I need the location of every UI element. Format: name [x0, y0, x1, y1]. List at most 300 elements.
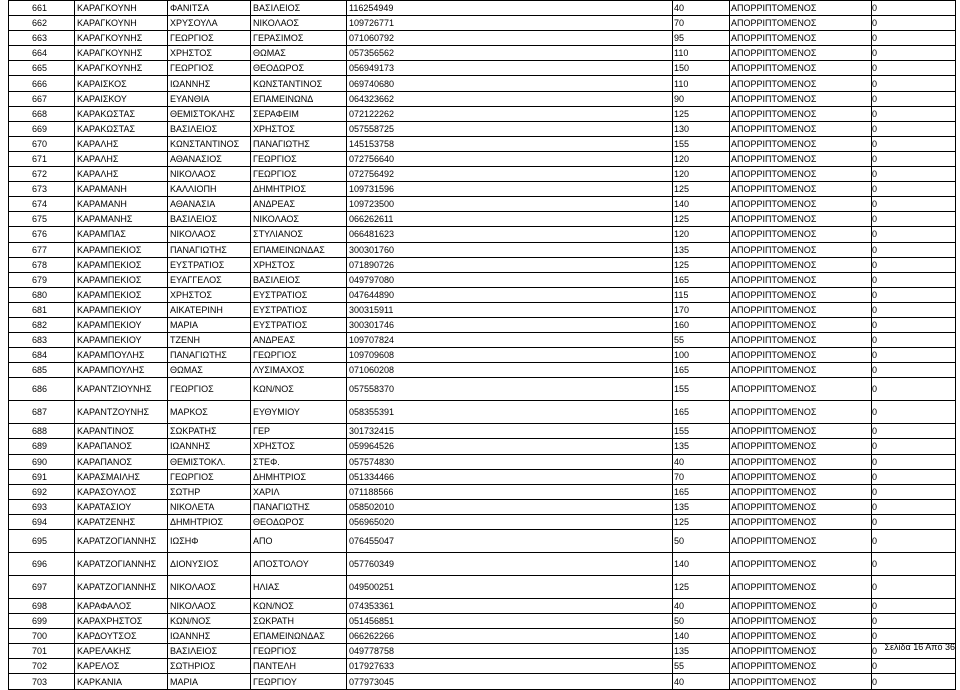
cell-surname: ΚΑΡΑΓΚΟΥΝΗΣ [75, 46, 168, 61]
cell-last: 0 [872, 1, 956, 16]
cell-row-number: 690 [9, 454, 75, 469]
cell-status: ΑΠΟΡΡΙΠΤΟΜΕΝΟΣ [730, 469, 872, 484]
cell-first-name: ΜΑΡΙΑ [168, 674, 251, 689]
cell-id-number: 049500251 [347, 576, 673, 599]
cell-first-name: ΚΑΛΛΙΟΠΗ [168, 182, 251, 197]
cell-last: 0 [872, 469, 956, 484]
cell-status: ΑΠΟΡΡΙΠΤΟΜΕΝΟΣ [730, 1, 872, 16]
cell-father-name: ΓΕΩΡΓΙΟΥ [251, 674, 347, 689]
cell-first-name: ΑΙΚΑΤΕΡΙΝΗ [168, 302, 251, 317]
cell-row-number: 702 [9, 659, 75, 674]
cell-id-number: 072122262 [347, 106, 673, 121]
cell-father-name: ΘΕΟΔΩΡΟΣ [251, 61, 347, 76]
cell-row-number: 686 [9, 378, 75, 401]
table-row [9, 469, 956, 484]
table-row [9, 553, 956, 576]
cell-first-name: ΒΑΣΙΛΕΙΟΣ [168, 644, 251, 659]
cell-surname: ΚΑΡΑΜΠΟΥΛΗΣ [75, 363, 168, 378]
cell-last: 0 [872, 514, 956, 529]
cell-row-number: 695 [9, 530, 75, 553]
cell-father-name: ΧΡΗΣΤΟΣ [251, 257, 347, 272]
cell-row-number: 691 [9, 469, 75, 484]
cell-id-number: 074353361 [347, 599, 673, 614]
table-row [9, 424, 956, 439]
cell-id-number: 071060208 [347, 363, 673, 378]
cell-value: 55 [673, 333, 730, 348]
cell-father-name: ΑΝΔΡΕΑΣ [251, 333, 347, 348]
cell-first-name: ΑΘΑΝΑΣΙΑ [168, 197, 251, 212]
cell-first-name: ΙΩΑΝΝΗΣ [168, 629, 251, 644]
cell-first-name: ΘΕΜΙΣΤΟΚΛΗΣ [168, 106, 251, 121]
cell-id-number: 057574830 [347, 454, 673, 469]
cell-last: 0 [872, 484, 956, 499]
cell-value: 165 [673, 272, 730, 287]
cell-father-name: ΑΝΔΡΕΑΣ [251, 197, 347, 212]
table-row [9, 599, 956, 614]
cell-value: 125 [673, 212, 730, 227]
cell-status: ΑΠΟΡΡΙΠΤΟΜΕΝΟΣ [730, 182, 872, 197]
cell-id-number: 109731596 [347, 182, 673, 197]
cell-first-name: ΣΩΤΗΡΙΟΣ [168, 659, 251, 674]
cell-last: 0 [872, 106, 956, 121]
table-row [9, 1, 956, 16]
cell-value: 120 [673, 227, 730, 242]
cell-father-name: ΕΠΑΜΕΙΝΩΝΔΑΣ [251, 242, 347, 257]
cell-status: ΑΠΟΡΡΙΠΤΟΜΕΝΟΣ [730, 106, 872, 121]
cell-row-number: 682 [9, 317, 75, 332]
table-row [9, 106, 956, 121]
cell-last: 0 [872, 31, 956, 46]
table-row [9, 614, 956, 629]
cell-first-name: ΠΑΝΑΓΙΩΤΗΣ [168, 348, 251, 363]
cell-id-number: 116254949 [347, 1, 673, 16]
cell-status: ΑΠΟΡΡΙΠΤΟΜΕΝΟΣ [730, 363, 872, 378]
cell-id-number: 057760349 [347, 553, 673, 576]
cell-surname: ΚΑΡΑΣΜΑΙΛΗΣ [75, 469, 168, 484]
cell-last: 0 [872, 674, 956, 689]
cell-father-name: ΠΑΝΑΓΙΩΤΗΣ [251, 499, 347, 514]
cell-father-name: ΕΥΘΥΜΙΟΥ [251, 401, 347, 424]
cell-first-name: ΓΕΩΡΓΙΟΣ [168, 469, 251, 484]
cell-last: 0 [872, 287, 956, 302]
cell-status: ΑΠΟΡΡΙΠΤΟΜΕΝΟΣ [730, 242, 872, 257]
cell-surname: ΚΑΡΑΜΠΕΚΙΟΣ [75, 257, 168, 272]
cell-father-name: ΕΥΣΤΡΑΤΙΟΣ [251, 317, 347, 332]
cell-last: 0 [872, 499, 956, 514]
cell-last: 0 [872, 454, 956, 469]
cell-id-number: 301732415 [347, 424, 673, 439]
cell-father-name: ΔΗΜΗΤΡΙΟΣ [251, 182, 347, 197]
cell-row-number: 700 [9, 629, 75, 644]
cell-row-number: 674 [9, 197, 75, 212]
table-row [9, 242, 956, 257]
cell-father-name: ΝΙΚΟΛΑΟΣ [251, 212, 347, 227]
cell-row-number: 663 [9, 31, 75, 46]
cell-value: 110 [673, 76, 730, 91]
cell-id-number: 066262611 [347, 212, 673, 227]
cell-status: ΑΠΟΡΡΙΠΤΟΜΕΝΟΣ [730, 46, 872, 61]
cell-status: ΑΠΟΡΡΙΠΤΟΜΕΝΟΣ [730, 674, 872, 689]
cell-last: 0 [872, 91, 956, 106]
cell-row-number: 668 [9, 106, 75, 121]
cell-surname: ΚΑΡΑΜΠΕΚΙΟΥ [75, 302, 168, 317]
cell-status: ΑΠΟΡΡΙΠΤΟΜΕΝΟΣ [730, 378, 872, 401]
cell-id-number: 057558725 [347, 121, 673, 136]
cell-first-name: ΝΙΚΟΛΑΟΣ [168, 167, 251, 182]
cell-status: ΑΠΟΡΡΙΠΤΟΜΕΝΟΣ [730, 484, 872, 499]
cell-id-number: 071188566 [347, 484, 673, 499]
cell-surname: ΚΑΡΑΛΗΣ [75, 151, 168, 166]
cell-id-number: 109726771 [347, 16, 673, 31]
cell-row-number: 692 [9, 484, 75, 499]
cell-first-name: ΙΩΣΗΦ [168, 530, 251, 553]
cell-status: ΑΠΟΡΡΙΠΤΟΜΕΝΟΣ [730, 553, 872, 576]
cell-surname: ΚΑΡΑΜΠΟΥΛΗΣ [75, 348, 168, 363]
cell-status: ΑΠΟΡΡΙΠΤΟΜΕΝΟΣ [730, 212, 872, 227]
cell-status: ΑΠΟΡΡΙΠΤΟΜΕΝΟΣ [730, 401, 872, 424]
cell-row-number: 666 [9, 76, 75, 91]
cell-father-name: ΣΤΥΛΙΑΝΟΣ [251, 227, 347, 242]
cell-surname: ΚΑΡΑΙΣΚΟΣ [75, 76, 168, 91]
cell-id-number: 017927633 [347, 659, 673, 674]
cell-value: 165 [673, 363, 730, 378]
table-row [9, 378, 956, 401]
cell-surname: ΚΑΡΑΧΡΗΣΤΟΣ [75, 614, 168, 629]
cell-status: ΑΠΟΡΡΙΠΤΟΜΕΝΟΣ [730, 167, 872, 182]
cell-id-number: 072756492 [347, 167, 673, 182]
cell-last: 0 [872, 576, 956, 599]
cell-id-number: 300301760 [347, 242, 673, 257]
cell-status: ΑΠΟΡΡΙΠΤΟΜΕΝΟΣ [730, 454, 872, 469]
cell-status: ΑΠΟΡΡΙΠΤΟΜΕΝΟΣ [730, 16, 872, 31]
cell-id-number: 145153758 [347, 136, 673, 151]
table-row [9, 514, 956, 529]
cell-first-name: ΝΙΚΟΛΑΟΣ [168, 576, 251, 599]
cell-status: ΑΠΟΡΡΙΠΤΟΜΕΝΟΣ [730, 317, 872, 332]
cell-surname: ΚΑΡΑΜΠΑΣ [75, 227, 168, 242]
cell-status: ΑΠΟΡΡΙΠΤΟΜΕΝΟΣ [730, 136, 872, 151]
cell-id-number: 057558370 [347, 378, 673, 401]
cell-id-number: 077973045 [347, 674, 673, 689]
cell-last: 0 [872, 348, 956, 363]
cell-last: 0 [872, 227, 956, 242]
cell-surname: ΚΑΡΑΚΩΣΤΑΣ [75, 121, 168, 136]
cell-father-name: ΘΕΟΔΩΡΟΣ [251, 514, 347, 529]
table-row [9, 439, 956, 454]
cell-last: 0 [872, 659, 956, 674]
cell-surname: ΚΑΡΑΤΖΟΓΙΑΝΝΗΣ [75, 553, 168, 576]
cell-row-number: 688 [9, 424, 75, 439]
table-row [9, 317, 956, 332]
cell-first-name: ΝΙΚΟΛΑΟΣ [168, 227, 251, 242]
cell-father-name: ΓΕΩΡΓΙΟΣ [251, 644, 347, 659]
cell-surname: ΚΑΡΑΜΠΕΚΙΟΣ [75, 242, 168, 257]
cell-value: 40 [673, 454, 730, 469]
cell-last: 0 [872, 167, 956, 182]
cell-value: 95 [673, 31, 730, 46]
cell-last: 0 [872, 644, 956, 659]
cell-row-number: 673 [9, 182, 75, 197]
cell-row-number: 671 [9, 151, 75, 166]
cell-id-number: 049797080 [347, 272, 673, 287]
cell-row-number: 678 [9, 257, 75, 272]
cell-first-name: ΧΡΗΣΤΟΣ [168, 46, 251, 61]
cell-father-name: ΣΩΚΡΑΤΗ [251, 614, 347, 629]
table-row [9, 182, 956, 197]
table-row [9, 401, 956, 424]
cell-value: 125 [673, 106, 730, 121]
cell-father-name: ΚΩΝ/ΝΟΣ [251, 599, 347, 614]
cell-row-number: 685 [9, 363, 75, 378]
cell-value: 165 [673, 484, 730, 499]
cell-father-name: ΑΠΟ [251, 530, 347, 553]
cell-first-name: ΒΑΣΙΛΕΙΟΣ [168, 121, 251, 136]
cell-surname: ΚΑΡΑΓΚΟΥΝΗΣ [75, 31, 168, 46]
cell-first-name: ΕΥΑΝΘΙΑ [168, 91, 251, 106]
cell-value: 155 [673, 424, 730, 439]
cell-value: 110 [673, 46, 730, 61]
cell-last: 0 [872, 302, 956, 317]
cell-value: 125 [673, 514, 730, 529]
cell-first-name: ΓΕΩΡΓΙΟΣ [168, 31, 251, 46]
cell-status: ΑΠΟΡΡΙΠΤΟΜΕΝΟΣ [730, 257, 872, 272]
cell-status: ΑΠΟΡΡΙΠΤΟΜΕΝΟΣ [730, 287, 872, 302]
cell-value: 100 [673, 348, 730, 363]
cell-status: ΑΠΟΡΡΙΠΤΟΜΕΝΟΣ [730, 76, 872, 91]
cell-status: ΑΠΟΡΡΙΠΤΟΜΕΝΟΣ [730, 121, 872, 136]
cell-last: 0 [872, 378, 956, 401]
cell-surname: ΚΑΡΑΓΚΟΥΝΗ [75, 16, 168, 31]
table-row [9, 212, 956, 227]
cell-status: ΑΠΟΡΡΙΠΤΟΜΕΝΟΣ [730, 61, 872, 76]
cell-id-number: 071060792 [347, 31, 673, 46]
cell-id-number: 056965020 [347, 514, 673, 529]
cell-value: 40 [673, 599, 730, 614]
cell-surname: ΚΑΡΑΜΑΝΗ [75, 197, 168, 212]
table-row [9, 46, 956, 61]
cell-father-name: ΣΤΕΦ. [251, 454, 347, 469]
cell-father-name: ΧΡΗΣΤΟΣ [251, 121, 347, 136]
cell-value: 140 [673, 629, 730, 644]
table-row [9, 576, 956, 599]
cell-surname: ΚΑΡΔΟΥΤΣΟΣ [75, 629, 168, 644]
cell-father-name: ΚΩΝ/ΝΟΣ [251, 378, 347, 401]
cell-first-name: ΦΑΝΙΤΣΑ [168, 1, 251, 16]
cell-first-name: ΔΗΜΗΤΡΙΟΣ [168, 514, 251, 529]
cell-father-name: ΠΑΝΑΓΙΩΤΗΣ [251, 136, 347, 151]
cell-status: ΑΠΟΡΡΙΠΤΟΜΕΝΟΣ [730, 348, 872, 363]
table-row [9, 227, 956, 242]
cell-surname: ΚΑΡΑΛΗΣ [75, 167, 168, 182]
cell-status: ΑΠΟΡΡΙΠΤΟΜΕΝΟΣ [730, 659, 872, 674]
cell-last: 0 [872, 76, 956, 91]
cell-father-name: ΣΕΡΑΦΕΙΜ [251, 106, 347, 121]
cell-row-number: 696 [9, 553, 75, 576]
cell-value: 115 [673, 287, 730, 302]
cell-value: 140 [673, 553, 730, 576]
cell-id-number: 109709608 [347, 348, 673, 363]
cell-value: 125 [673, 576, 730, 599]
cell-last: 0 [872, 16, 956, 31]
cell-status: ΑΠΟΡΡΙΠΤΟΜΕΝΟΣ [730, 424, 872, 439]
cell-row-number: 694 [9, 514, 75, 529]
cell-status: ΑΠΟΡΡΙΠΤΟΜΕΝΟΣ [730, 530, 872, 553]
cell-row-number: 669 [9, 121, 75, 136]
table-row [9, 484, 956, 499]
cell-first-name: ΣΩΤΗΡ [168, 484, 251, 499]
cell-id-number: 056949173 [347, 61, 673, 76]
cell-value: 135 [673, 644, 730, 659]
cell-status: ΑΠΟΡΡΙΠΤΟΜΕΝΟΣ [730, 439, 872, 454]
cell-father-name: ΕΠΑΜΕΙΝΩΝΔΑΣ [251, 629, 347, 644]
cell-row-number: 698 [9, 599, 75, 614]
cell-last: 0 [872, 629, 956, 644]
cell-surname: ΚΑΡΑΙΣΚΟΥ [75, 91, 168, 106]
cell-row-number: 676 [9, 227, 75, 242]
cell-status: ΑΠΟΡΡΙΠΤΟΜΕΝΟΣ [730, 31, 872, 46]
cell-surname: ΚΑΡΑΤΖΕΝΗΣ [75, 514, 168, 529]
cell-id-number: 064323662 [347, 91, 673, 106]
cell-father-name: ΕΥΣΤΡΑΤΙΟΣ [251, 302, 347, 317]
cell-row-number: 675 [9, 212, 75, 227]
cell-value: 155 [673, 378, 730, 401]
cell-id-number: 058502010 [347, 499, 673, 514]
table-row [9, 659, 956, 674]
cell-father-name: ΓΕΩΡΓΙΟΣ [251, 167, 347, 182]
table-row [9, 629, 956, 644]
cell-last: 0 [872, 212, 956, 227]
cell-surname: ΚΑΡΑΚΩΣΤΑΣ [75, 106, 168, 121]
cell-value: 120 [673, 167, 730, 182]
cell-last: 0 [872, 599, 956, 614]
cell-value: 125 [673, 257, 730, 272]
table-row [9, 499, 956, 514]
cell-row-number: 677 [9, 242, 75, 257]
cell-surname: ΚΑΡΑΝΤΙΝΟΣ [75, 424, 168, 439]
cell-father-name: ΒΑΣΙΛΕΙΟΣ [251, 272, 347, 287]
cell-father-name: ΓΕΩΡΓΙΟΣ [251, 151, 347, 166]
cell-value: 90 [673, 91, 730, 106]
table-row [9, 272, 956, 287]
cell-first-name: ΙΩΑΝΝΗΣ [168, 76, 251, 91]
cell-row-number: 687 [9, 401, 75, 424]
cell-surname: ΚΑΡΑΓΚΟΥΝΗΣ [75, 61, 168, 76]
cell-row-number: 664 [9, 46, 75, 61]
cell-first-name: ΓΕΩΡΓΙΟΣ [168, 61, 251, 76]
cell-first-name: ΘΕΜΙΣΤΟΚΛ. [168, 454, 251, 469]
cell-first-name: ΧΡΥΣΟΥΛΑ [168, 16, 251, 31]
table-row [9, 674, 956, 689]
cell-id-number: 066481623 [347, 227, 673, 242]
applicants-table [8, 0, 956, 690]
cell-surname: ΚΑΡΑΜΠΕΚΙΟΣ [75, 272, 168, 287]
cell-father-name: ΓΕΩΡΓΙΟΣ [251, 348, 347, 363]
table-row [9, 644, 956, 659]
cell-first-name: ΣΩΚΡΑΤΗΣ [168, 424, 251, 439]
cell-surname: ΚΑΡΑΠΑΝΟΣ [75, 454, 168, 469]
cell-status: ΑΠΟΡΡΙΠΤΟΜΕΝΟΣ [730, 197, 872, 212]
cell-id-number: 057356562 [347, 46, 673, 61]
cell-father-name: ΘΩΜΑΣ [251, 46, 347, 61]
cell-last: 0 [872, 182, 956, 197]
cell-last: 0 [872, 424, 956, 439]
cell-father-name: ΕΥΣΤΡΑΤΙΟΣ [251, 287, 347, 302]
cell-last: 0 [872, 333, 956, 348]
cell-surname: ΚΑΡΑΠΑΝΟΣ [75, 439, 168, 454]
cell-father-name: ΛΥΣΙΜΑΧΟΣ [251, 363, 347, 378]
cell-first-name: ΝΙΚΟΛΕΤΑ [168, 499, 251, 514]
cell-father-name: ΑΠΟΣΤΟΛΟΥ [251, 553, 347, 576]
cell-father-name: ΝΙΚΟΛΑΟΣ [251, 16, 347, 31]
cell-father-name: ΒΑΣΙΛΕΙΟΣ [251, 1, 347, 16]
table-row [9, 302, 956, 317]
table-row [9, 167, 956, 182]
cell-last: 0 [872, 401, 956, 424]
cell-row-number: 662 [9, 16, 75, 31]
table-row [9, 31, 956, 46]
cell-surname: ΚΑΡΑΛΗΣ [75, 136, 168, 151]
cell-value: 170 [673, 302, 730, 317]
cell-row-number: 665 [9, 61, 75, 76]
cell-first-name: ΕΥΣΤΡΑΤΙΟΣ [168, 257, 251, 272]
cell-last: 0 [872, 363, 956, 378]
cell-last: 0 [872, 530, 956, 553]
cell-first-name: ΜΑΡΚΟΣ [168, 401, 251, 424]
cell-first-name: ΜΑΡΙΑ [168, 317, 251, 332]
cell-first-name: ΚΩΝ/ΝΟΣ [168, 614, 251, 629]
table-body [9, 1, 956, 690]
cell-status: ΑΠΟΡΡΙΠΤΟΜΕΝΟΣ [730, 514, 872, 529]
cell-first-name: ΝΙΚΟΛΑΟΣ [168, 599, 251, 614]
cell-value: 70 [673, 469, 730, 484]
cell-father-name: ΠΑΝΤΕΛΗ [251, 659, 347, 674]
cell-value: 155 [673, 136, 730, 151]
table-row [9, 151, 956, 166]
cell-last: 0 [872, 136, 956, 151]
cell-father-name: ΗΛΙΑΣ [251, 576, 347, 599]
cell-value: 160 [673, 317, 730, 332]
cell-status: ΑΠΟΡΡΙΠΤΟΜΕΝΟΣ [730, 91, 872, 106]
table-row [9, 197, 956, 212]
table-row [9, 91, 956, 106]
cell-first-name: ΓΕΩΡΓΙΟΣ [168, 378, 251, 401]
cell-first-name: ΙΩΑΝΝΗΣ [168, 439, 251, 454]
cell-surname: ΚΑΡΑΝΤΖΙΟΥΝΗΣ [75, 378, 168, 401]
cell-last: 0 [872, 439, 956, 454]
cell-status: ΑΠΟΡΡΙΠΤΟΜΕΝΟΣ [730, 644, 872, 659]
cell-last: 0 [872, 46, 956, 61]
cell-value: 120 [673, 151, 730, 166]
cell-value: 165 [673, 401, 730, 424]
cell-id-number: 047644890 [347, 287, 673, 302]
page-number: Σελίδα 16 Από 36 [884, 642, 955, 652]
cell-id-number: 059964526 [347, 439, 673, 454]
cell-status: ΑΠΟΡΡΙΠΤΟΜΕΝΟΣ [730, 227, 872, 242]
cell-row-number: 667 [9, 91, 75, 106]
cell-first-name: ΘΩΜΑΣ [168, 363, 251, 378]
cell-status: ΑΠΟΡΡΙΠΤΟΜΕΝΟΣ [730, 599, 872, 614]
table-row [9, 348, 956, 363]
cell-surname: ΚΑΡΑΤΖΟΓΙΑΝΝΗΣ [75, 530, 168, 553]
cell-last: 0 [872, 197, 956, 212]
cell-id-number: 058355391 [347, 401, 673, 424]
cell-surname: ΚΑΡΕΛΑΚΗΣ [75, 644, 168, 659]
cell-value: 50 [673, 530, 730, 553]
table-row [9, 61, 956, 76]
cell-row-number: 693 [9, 499, 75, 514]
cell-value: 135 [673, 499, 730, 514]
cell-last: 0 [872, 257, 956, 272]
